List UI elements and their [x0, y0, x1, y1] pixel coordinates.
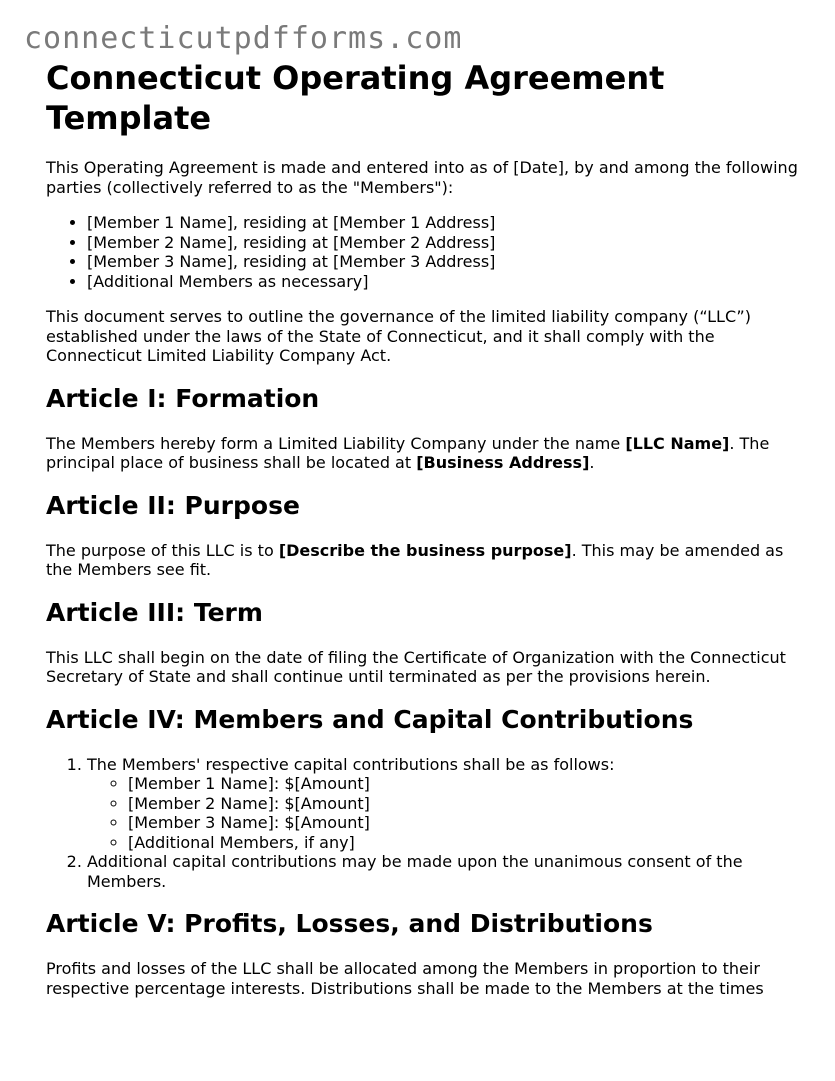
article-1-paragraph — [46, 434, 806, 473]
article-2-paragraph — [46, 541, 806, 580]
intro-paragraph: This Operating Agreement is made and entered into as of [Date], by and among the following parties (collectively referred to as the "Members"): — [46, 158, 798, 197]
article-2-text: . This may be amended as the Members see fit. — [46, 540, 784, 579]
list-item: 2. Additional capital contributions may be made upon the unanimous consent of the Members. — [87, 852, 806, 891]
article-3-heading: Article III: Term — [46, 597, 263, 627]
article-3-paragraph: This LLC shall begin on the date of filing the Certificate of Organization with the Connecticut Secretary of State and shall continue until terminated as per the provisions herein. — [46, 647, 786, 686]
business-address-placeholder: [Business Address] — [416, 453, 590, 472]
list-item: • [Member 2 Name], residing at [Member 2 Address] — [87, 233, 806, 253]
article-5-paragraph: Profits and losses of the LLC shall be allocated among the Members in proportion to their respective percentage interests. Distributions shall be made to the Members at the times — [46, 959, 764, 998]
list-item: ◦ [Member 1 Name]: $[Amount] — [128, 774, 806, 794]
business-purpose-placeholder: [Describe the business purpose] — [278, 540, 572, 560]
site-watermark: connecticutpdfforms.com — [24, 21, 463, 56]
contributions-sublist — [87, 774, 806, 852]
list-item — [87, 755, 806, 853]
capital-contributions-list — [46, 755, 806, 892]
list-item: ◦ [Member 3 Name]: $[Amount] — [128, 813, 806, 833]
governance-paragraph: This document serves to outline the governance of the limited liability company (“LLC”) established under the laws of the State of Connecticut, and it shall comply with the Connecticut Limited Liability Company Act. — [46, 307, 751, 365]
list-item: • [Member 3 Name], residing at [Member 3 Address] — [87, 252, 806, 272]
article-1-text: . — [589, 453, 595, 472]
members-list — [46, 213, 806, 291]
article-5-heading: Article V: Profits, Losses, and Distributions — [46, 909, 653, 938]
list-item: ◦ [Additional Members, if any] — [128, 833, 806, 853]
article-2-heading: Article II: Purpose — [46, 490, 300, 520]
article-1-heading: Article I: Formation — [46, 383, 320, 413]
llc-name-placeholder: [LLC Name] — [625, 433, 730, 453]
article-1-text: The Members hereby form a Limited Liability Company under the name — [46, 433, 626, 453]
list-item: • [Additional Members as necessary] — [87, 272, 806, 292]
list-item: ◦ [Member 2 Name]: $[Amount] — [128, 794, 806, 814]
article-2-text: The purpose of this LLC is to — [46, 540, 279, 560]
list-item: • [Member 1 Name], residing at [Member 1 Address] — [87, 213, 806, 233]
article-1-text: . The principal place of business shall be located at — [46, 433, 770, 472]
page-title: Connecticut Operating Agreement Template — [46, 59, 665, 137]
article-4-heading: Article IV: Members and Capital Contributions — [46, 704, 694, 734]
document-body — [46, 58, 806, 1014]
contributions-intro: The Members' respective capital contributions shall be as follows: — [87, 754, 615, 774]
